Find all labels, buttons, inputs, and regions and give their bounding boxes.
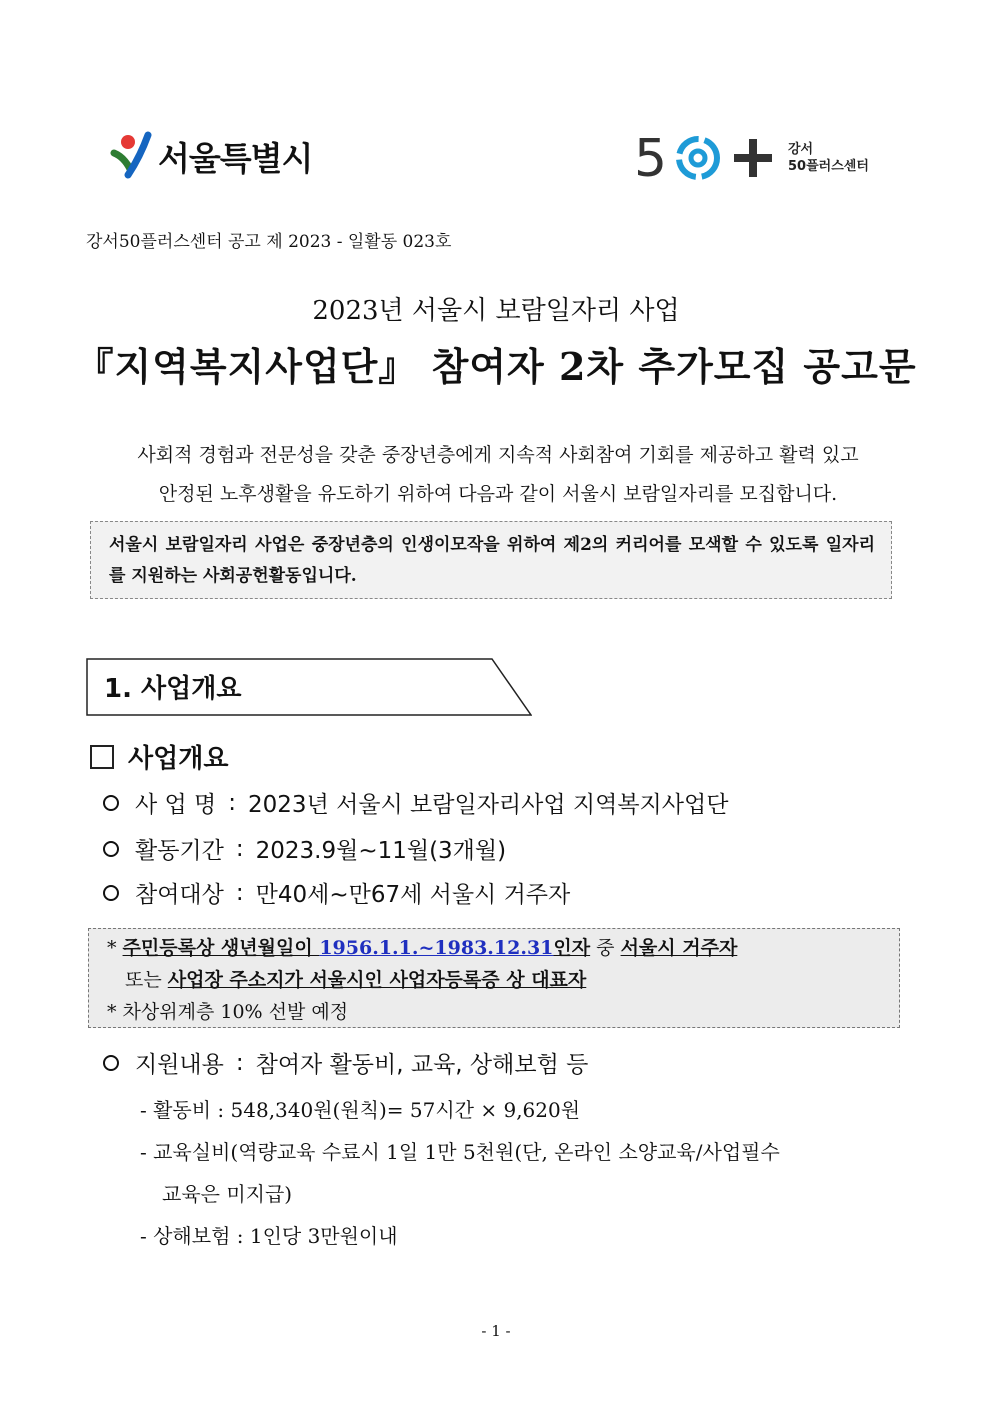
section-subheading — [90, 738, 228, 775]
item-separator: : — [228, 789, 237, 816]
notice-number: 강서50플러스센터 공고 제 2023 - 일활동 023호 — [86, 232, 452, 252]
note-conjunction: 중 — [590, 937, 621, 959]
overview-item-period — [103, 832, 506, 865]
circle-bullet-icon — [103, 885, 119, 901]
item-value: 참여자 활동비, 교육, 상해보험 등 — [255, 1052, 589, 1078]
overview-item-support — [103, 1046, 588, 1079]
intro-paragraph — [98, 436, 898, 514]
support-detail-activity-fee: - 활동비 : 548,340원(원칙)= 57시간 × 9,620원 — [140, 1098, 581, 1122]
note-seoul-resident: 서울시 거주자 — [620, 937, 738, 959]
svg-text:5: 5 — [634, 129, 668, 188]
overview-item-target — [103, 876, 570, 909]
item-value: 2023.9월~11월(3개월) — [255, 838, 507, 864]
support-detail-education-cont: 교육은 미지급) — [162, 1182, 293, 1206]
note-business-owner: 사업장 주소지가 서울시인 사업자등록증 상 대표자 — [167, 969, 587, 991]
item-label: 참여대상 — [135, 882, 224, 908]
note-birth-label: 주민등록상 생년월일이 — [122, 937, 320, 959]
circle-bullet-icon — [103, 1055, 119, 1071]
seoul-symbol-icon — [110, 131, 154, 181]
item-value: 만40세~만67세 서울시 거주자 — [255, 882, 571, 908]
circle-bullet-icon — [103, 795, 119, 811]
item-label: 활동기간 — [135, 838, 224, 864]
page-title: 『지역복지사업단』 참여자 2차 추가모집 공고문 — [75, 344, 917, 389]
page-number: - 1 - — [481, 1322, 511, 1340]
section-header — [86, 658, 532, 716]
note-line-3: * 차상위계층 10% 선발 예정 — [107, 1001, 349, 1023]
eligibility-note-box — [88, 928, 900, 1028]
highlight-box-text: 서울시 보람일자리 사업은 중장년층의 인생이모작을 위하여 제2의 커리어를 모색할 수 있도록 일자리를 지원하는 사회공헌활동입니다. — [109, 535, 875, 586]
center-logo — [634, 128, 869, 188]
note-line-1 — [107, 933, 737, 960]
subtitle: 2023년 서울시 보람일자리 사업 — [312, 296, 680, 326]
note-line-2 — [125, 965, 586, 992]
note-birth-suffix: 인자 — [553, 937, 591, 959]
item-value: 2023년 서울시 보람일자리사업 지역복지사업단 — [248, 792, 729, 818]
center-logo-line1: 강서 — [788, 142, 814, 157]
item-separator: : — [235, 879, 244, 906]
item-label: 지원내용 — [135, 1052, 224, 1078]
circle-bullet-icon — [103, 841, 119, 857]
item-separator: : — [235, 835, 244, 862]
center-logo-line2: 50플러스센터 — [788, 159, 869, 174]
center-logo-text — [788, 141, 869, 175]
note-or: 또는 — [125, 969, 168, 991]
item-separator: : — [235, 1049, 244, 1076]
support-detail-insurance: - 상해보험 : 1인당 3만원이내 — [140, 1224, 398, 1248]
section-title: 1. 사업개요 — [104, 674, 242, 704]
subheading-text: 사업개요 — [128, 744, 229, 774]
intro-line-2: 안정된 노후생활을 유도하기 위하여 다음과 같이 서울시 보람일자리를 모집합니다. — [158, 483, 838, 505]
square-bullet-icon — [90, 745, 114, 769]
intro-line-1: 사회적 경험과 전문성을 갖춘 중장년층에게 지속적 사회참여 기회를 제공하고 활력 있고 — [137, 444, 859, 466]
item-label: 사 업 명 — [135, 792, 217, 818]
fifty-plus-logo-icon — [634, 128, 782, 188]
support-detail-education: - 교육실비(역량교육 수료시 1일 1만 5천원(단, 온라인 소양교육/사업필수 — [140, 1140, 780, 1164]
seoul-logo — [110, 128, 312, 184]
overview-item-name — [103, 786, 728, 819]
highlight-box — [90, 521, 892, 599]
seoul-logo-text: 서울특별시 — [158, 138, 313, 178]
note-birth-range: 1956.1.1.~1983.12.31 — [319, 937, 554, 959]
note-bullet: * — [107, 937, 123, 959]
